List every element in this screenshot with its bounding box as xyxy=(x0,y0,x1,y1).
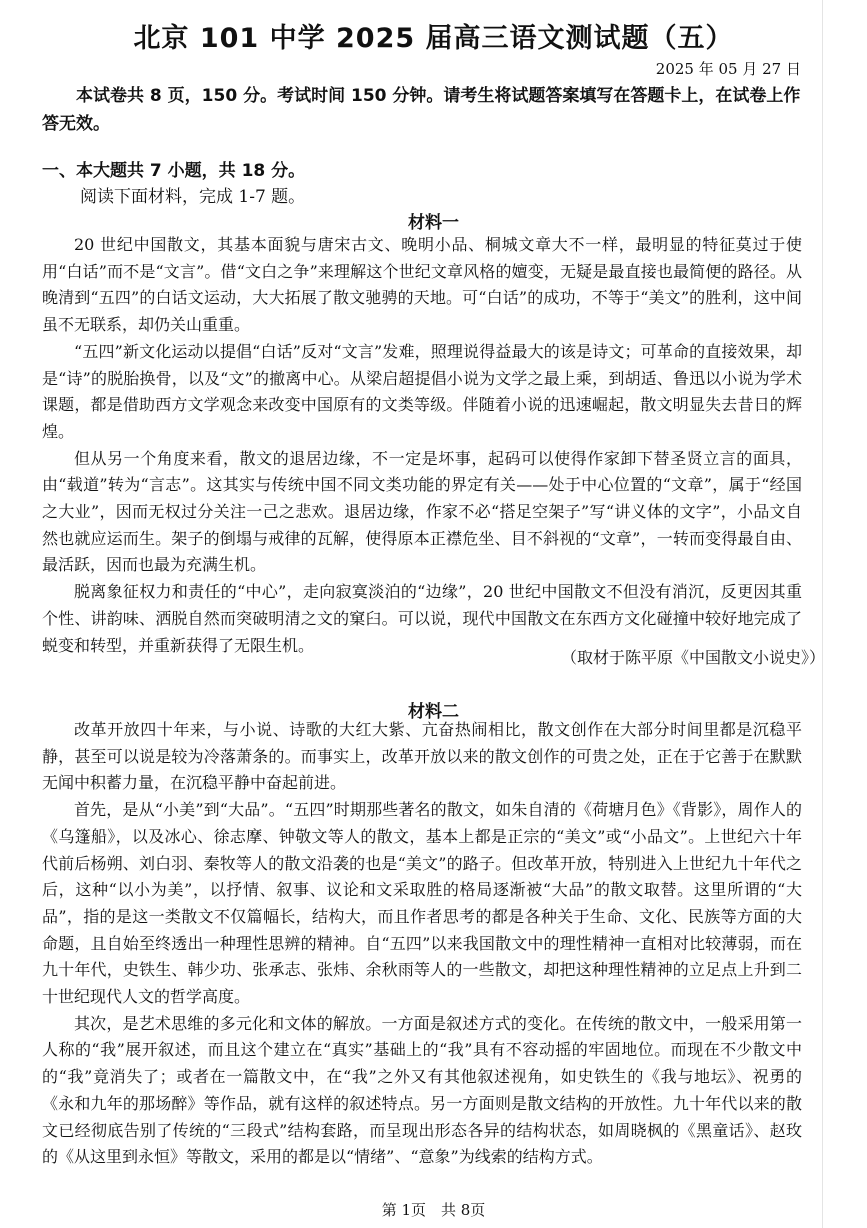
material-two-body xyxy=(42,717,802,1171)
paragraph: 首先，是从“小美”到“大品”。“五四”时期那些著名的散文，如朱自清的《荷塘月色》《背影》，周作人的《乌篷船》，以及冰心、徐志摩、钟敬文等人的散文，基本上都是正宗的“美文”或“小品文”。上世纪六十年代前后杨朔、刘白羽、秦牧等人的散文沿袭的也是“美文”的路子。但改革开放，特别进入上世纪九十年代之后，这种“以小为美”，以抒情、叙事、议论和文采取胜的格局逐渐被“大品”的散文取替。这里所谓的“大品”，指的是这一类散文不仅篇幅长，结构大，而且作者思考的都是各种关于生命、文化、民族等方面的大命题，且自始至终透出一种理性思辨的精神。自“五四”以来我国散文中的理性精神一直相对比较薄弱，而在九十年代，史铁生、韩少功、张承志、张炜、余秋雨等人的一些散文，却把这种理性精神的立足点上升到二十世纪现代人文的哲学高度。 xyxy=(42,800,802,1007)
paragraph: 其次，是艺术思维的多元化和文体的解放。一方面是叙述方式的变化。在传统的散文中，一般采用第一人称的“我”展开叙述，而且这个建立在“真实”基础上的“我”具有不容动摇的牢固地位。而现在不少散文中的“我”竟消失了；或者在一篇散文中，在“我”之外又有其他叙述视角，如史铁生的《我与地坛》、祝勇的《永和九年的那场醉》等作品，就有这样的叙述特点。另一方面则是散文结构的开放性。九十年代以来的散文已经彻底告别了传统的“三段式”结构套路，而呈现出形态各异的结构状态，如周晓枫的《黑童话》、赵玫的《从这里到永恒》等散文，采用的都是以“情绪”、“意象”为线索的结构方式。 xyxy=(42,1013,802,1167)
section-subheading: 阅读下面材料，完成 1-7 题。 xyxy=(80,187,306,207)
paragraph: 改革开放四十年来，与小说、诗歌的大红大紫、亢奋热闹相比，散文创作在大部分时间里都是沉稳平静，甚至可以说是较为冷落萧条的。而事实上，改革开放以来的散文创作的可贵之处，正在于它善于在默默无闻中积蓄力量，在沉稳平静中奋起前进。 xyxy=(42,720,802,793)
material-one-title: 材料一 xyxy=(408,213,459,233)
exam-date: 2025 年 05 月 27 日 xyxy=(655,60,801,78)
paragraph: “五四”新文化运动以提倡“白话”反对“文言”发难，照理说得益最大的该是诗文；可革命的直接效果，却是“诗”的脱胎换骨，以及“文”的撤离中心。从梁启超提倡小说为文学之最上乘，到胡适、鲁迅以小说为学术课题，都是借助西方文学观念来改变中国原有的文类等级。伴随着小说的迅速崛起，散文明显失去昔日的辉煌。 xyxy=(42,341,802,441)
section-heading: 一、本大题共 7 小题，共 18 分。 xyxy=(42,161,306,181)
exam-title: 北京 101 中学 2025 届高三语文测试题（五） xyxy=(133,23,734,54)
exam-instructions: 本试卷共 8 页，150 分。考试时间 150 分钟。请考生将试题答案填写在答题卡上，在试卷上作答无效。 xyxy=(42,86,801,134)
paragraph: 脱离象征权力和责任的“中心”，走向寂寞淡泊的“边缘”，20 世纪中国散文不但没有消沉，反更因其重个性、讲韵味、洒脱自然而突破明清之文的窠臼。可以说，现代中国散文在东西方文化碰撞中较好地完成了蜕变和转型，并重新获得了无限生机。 xyxy=(42,582,802,655)
paragraph: 但从另一个角度来看，散文的退居边缘，不一定是坏事，起码可以使得作家卸下替圣贤立言的面具，由“载道”转为“言志”。这其实与传统中国不同文类功能的界定有关——处于中心位置的“文章”，属于“经国之大业”，因而无权过分关注一己之悲欢。退居边缘，作家不必“搭足空架子”写“讲义体的文字”，小品文自然也就应运而生。架子的倒塌与戒律的瓦解，使得原本正襟危坐、目不斜视的“文章”，一转而变得最自由、最活跃，因而也最为充满生机。 xyxy=(42,448,802,575)
paragraph: 20 世纪中国散文，其基本面貌与唐宋古文、晚明小品、桐城文章大不一样，最明显的特征莫过于使用“白话”而不是“文言”。借“文白之争”来理解这个世纪文章风格的嬗变，无疑是最直接也最简便的路径。从晚清到“五四”的白话文运动，大大拓展了散文驰骋的天地。可“白话”的成功，不等于“美文”的胜利，这中间虽不无联系，却仍关山重重。 xyxy=(42,235,802,335)
material-one-source: （取材于陈平原《中国散文小说史》） xyxy=(560,648,825,667)
page-number: 第 1页 共 8页 xyxy=(381,1201,486,1219)
material-two-title: 材料二 xyxy=(408,702,459,722)
page-edge-rule xyxy=(822,0,823,1228)
material-one-body xyxy=(42,232,802,659)
